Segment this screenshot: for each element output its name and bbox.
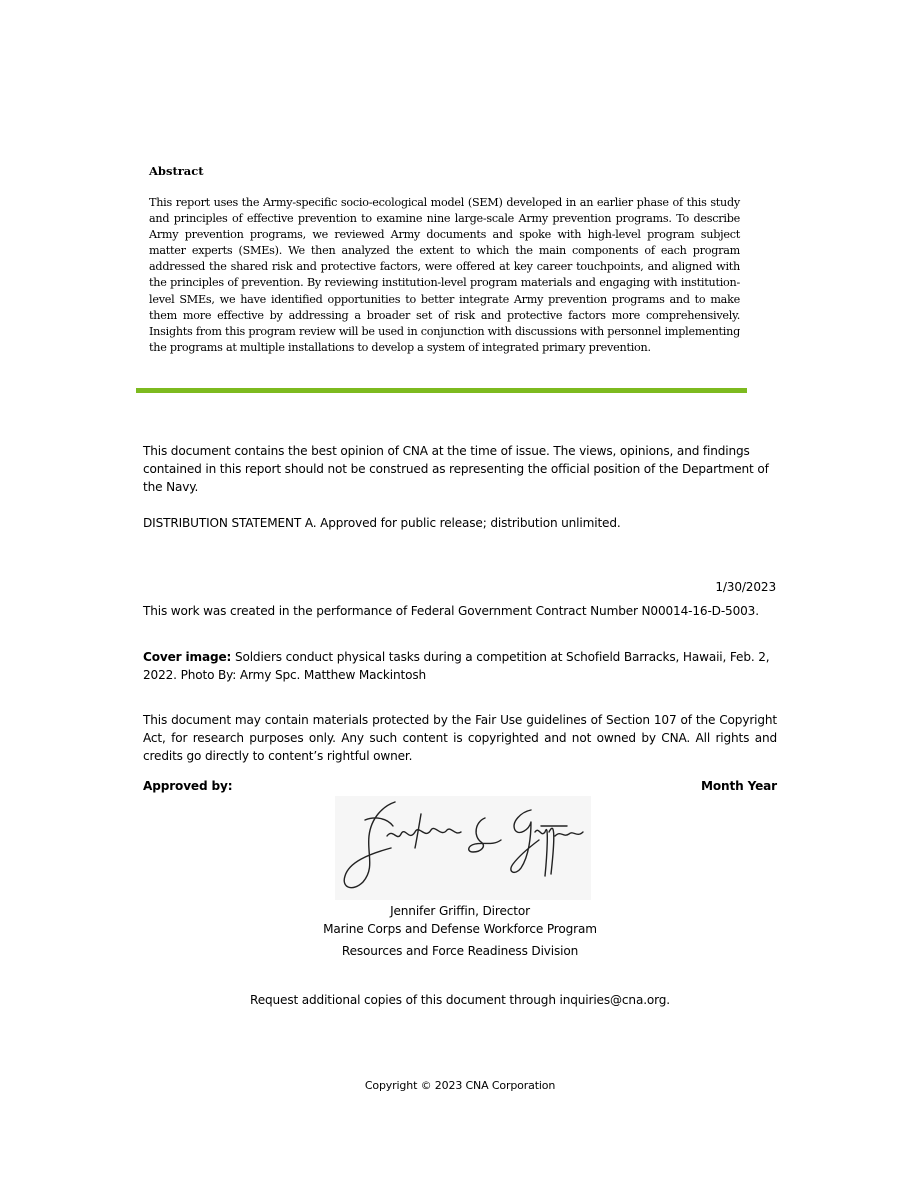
signer-program: Marine Corps and Defense Workforce Program xyxy=(323,922,597,936)
fair-use-notice: This document may contain materials protected by the Fair Use guidelines of Section 107 of the Copyright Act, for research purposes only. Any such content is copyrighted and not owned by CNA. All rights and credits go directly to content’s rightful owner. xyxy=(143,713,777,763)
month-year-label: Month Year xyxy=(700,779,777,793)
copyright-footer: Copyright © 2023 CNA Corporation xyxy=(364,1079,556,1092)
approved-by-label: Approved by: xyxy=(143,779,233,793)
cover-image-label: Cover image: xyxy=(143,650,232,664)
signer-division: Resources and Force Readiness Division xyxy=(341,944,579,958)
abstract-body: This report uses the Army-specific socio-ecological model (SEM) developed in an earlier phase of this study and principles of effective prevention to examine nine large-scale Army prevention programs. To describe Army prevention programs, we reviewed Army documents and spoke with high-level program subject matter experts (SMEs). We then analyzed the extent to which the main components of each program addressed the shared risk and protective factors, were offered at key career touchpoints, and aligned with the principles of prevention. By reviewing institution-level program materials and engaging with institution-level SMEs, we have identified opportunities to better integrate Army prevention programs and to make them more effective by addressing a broader set of risk and protective factors more comprehensively. Insights from this program review will be used in conjunction with discussions with personnel implementing the programs at multiple installations to develop a system of integrated primary prevention. xyxy=(149,196,740,354)
issue-date: 1/30/2023 xyxy=(715,580,776,594)
contract-statement: This work was created in the performance of Federal Government Contract Number N00014-16-D-5003. xyxy=(143,604,759,618)
signature-drawing xyxy=(335,796,591,900)
cover-image-credit xyxy=(143,648,777,684)
signer-name: Jennifer Griffin, Director xyxy=(390,904,530,918)
request-copies-line: Request additional copies of this document through inquiries@cna.org. xyxy=(250,993,670,1007)
distribution-statement: DISTRIBUTION STATEMENT A. Approved for public release; distribution unlimited. xyxy=(143,516,621,530)
disclaimer-paragraph: This document contains the best opinion of CNA at the time of issue. The views, opinions, and findings contained in this report should not be construed as representing the official position of the Department of the Navy. xyxy=(143,444,769,494)
section-divider xyxy=(136,388,747,393)
abstract-heading: Abstract xyxy=(149,164,204,178)
signature-image xyxy=(335,796,591,900)
cover-image-caption: Soldiers conduct physical tasks during a competition at Schofield Barracks, Hawaii, Feb. 2, 2022. Photo By: Army Spc. Matthew Mackintosh xyxy=(143,650,770,682)
